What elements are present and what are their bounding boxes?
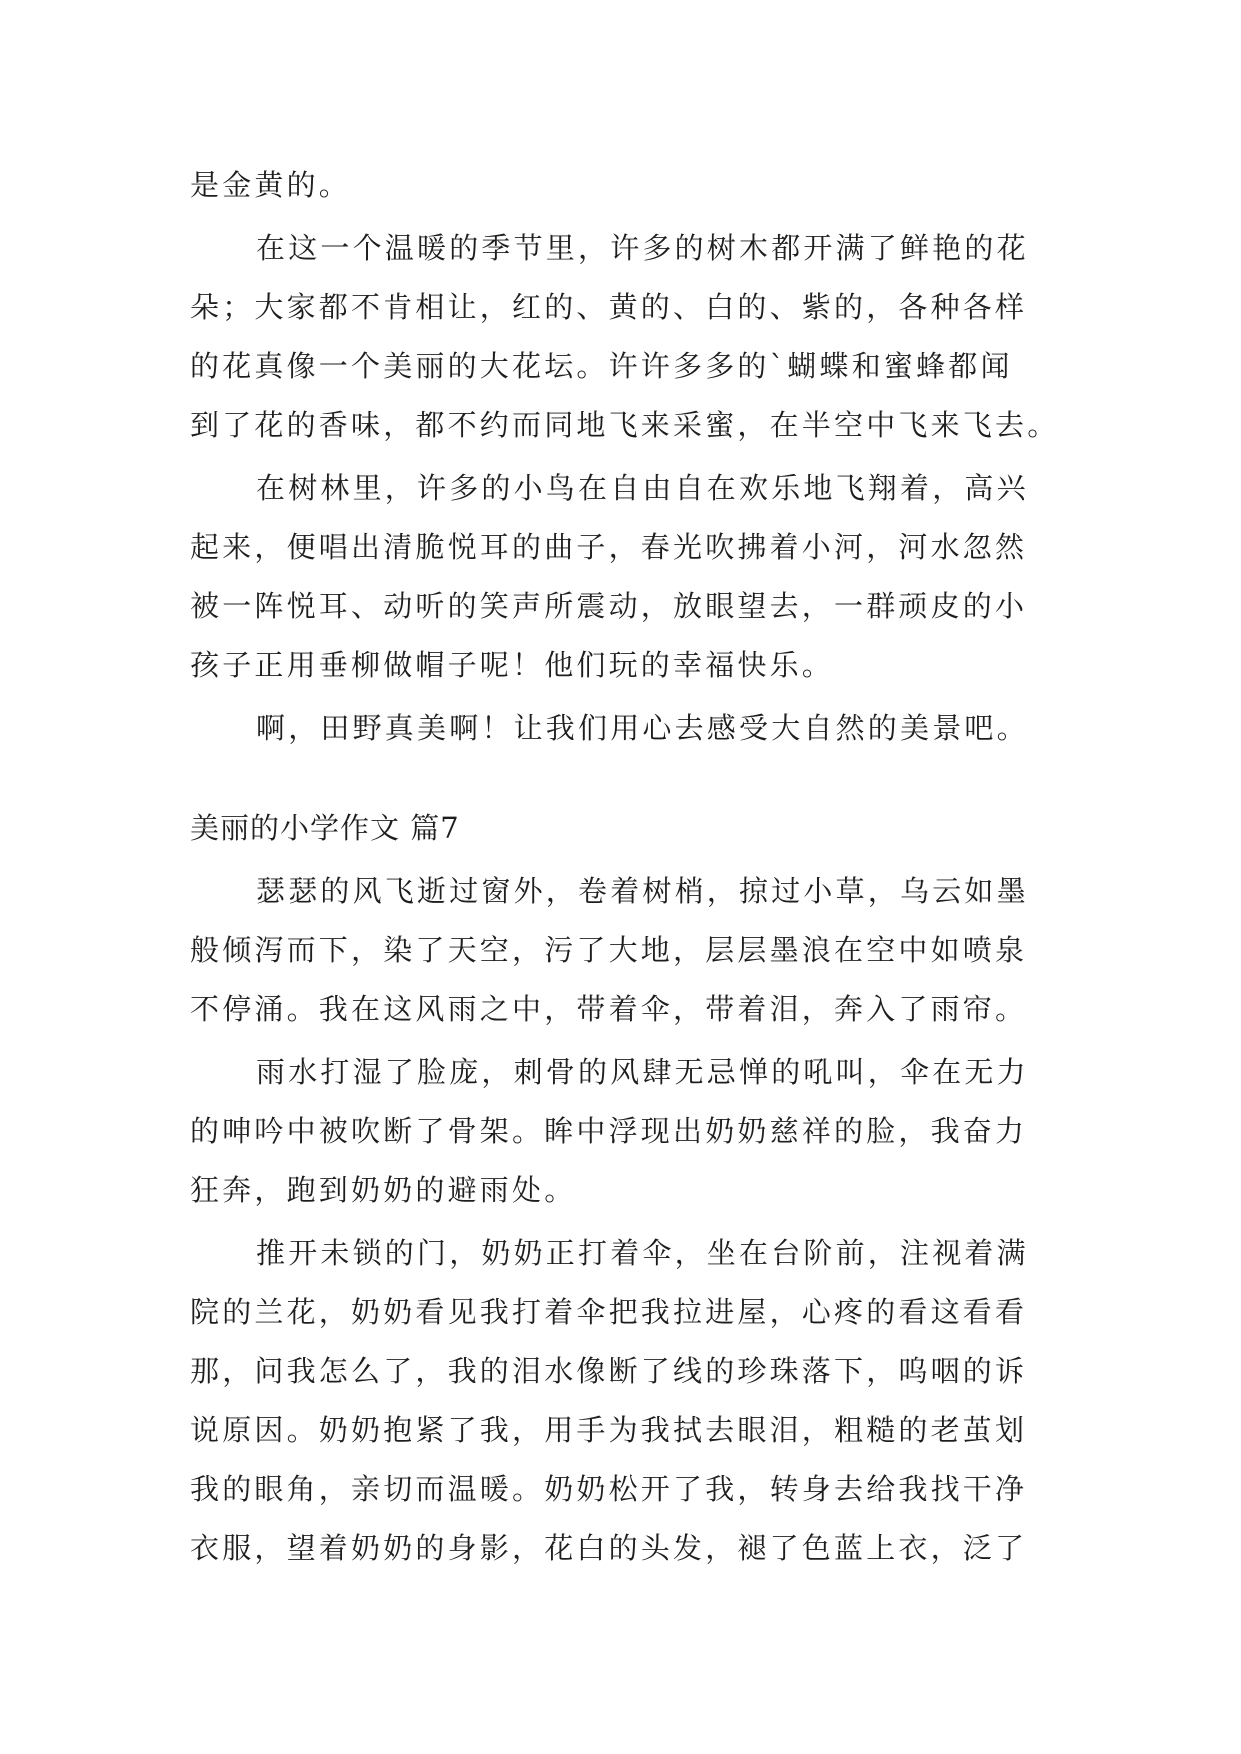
paragraph-first-line: 在这一个温暖的季节里，许多的树木都开满了鲜艳的花 — [256, 231, 1029, 265]
text-line: 孩子正用垂柳做帽子呢！他们玩的幸福快乐。 — [190, 648, 835, 682]
paragraph-first-line: 在树林里，许多的小鸟在自由自在欢乐地飞翔着，高兴 — [256, 471, 1029, 505]
text-line: 说原因。奶奶抱紧了我，用手为我拭去眼泪，粗糙的老茧划 — [190, 1413, 1028, 1447]
text-line: 我的眼角，亲切而温暖。奶奶松开了我，转身去给我找干净 — [190, 1472, 1028, 1506]
paragraph-first-line: 推开未锁的门，奶奶正打着伞，坐在台阶前，注视着满 — [256, 1236, 1029, 1270]
text-line: 狂奔，跑到奶奶的避雨处。 — [190, 1173, 577, 1207]
text-line: 般倾泻而下，染了天空，污了大地，层层墨浪在空中如喷泉 — [190, 933, 1028, 967]
text-line: 那，问我怎么了，我的泪水像断了线的珍珠落下，呜咽的诉 — [190, 1354, 1028, 1388]
paragraph-first-line: 雨水打湿了脸庞，刺骨的风肆无忌惮的吼叫，伞在无力 — [256, 1055, 1029, 1089]
text-line: 被一阵悦耳、动听的笑声所震动，放眼望去，一群顽皮的小 — [190, 589, 1028, 623]
paragraph-first-line: 瑟瑟的风飞逝过窗外，卷着树梢，掠过小草，乌云如墨 — [256, 874, 1029, 908]
text-line: 衣服，望着奶奶的身影，花白的头发，褪了色蓝上衣，泛了 — [190, 1531, 1028, 1565]
text-line: 朵；大家都不肯相让，红的、黄的、白的、紫的，各种各样 — [190, 290, 1028, 324]
text-line: 院的兰花，奶奶看见我打着伞把我拉进屋，心疼的看这看看 — [190, 1295, 1028, 1329]
text-line: 起来，便唱出清脆悦耳的曲子，春光吹拂着小河，河水忽然 — [190, 530, 1028, 564]
text-line: 不停涌。我在这风雨之中，带着伞，带着泪，奔入了雨帘。 — [190, 992, 1028, 1026]
text-line: 到了花的香味，都不约而同地飞来采蜜，在半空中飞来飞去。 — [190, 408, 1060, 442]
section-heading: 美丽的小学作文 篇7 — [190, 811, 460, 845]
text-line: 是金黄的。 — [190, 168, 352, 202]
text-line: 的呻吟中被吹断了骨架。眸中浮现出奶奶慈祥的脸，我奋力 — [190, 1114, 1028, 1148]
paragraph-first-line: 啊，田野真美啊！让我们用心去感受大自然的美景吧。 — [256, 711, 1029, 745]
text-line: 的花真像一个美丽的大花坛。许许多多的`蝴蝶和蜜蜂都闻 — [190, 349, 1013, 383]
